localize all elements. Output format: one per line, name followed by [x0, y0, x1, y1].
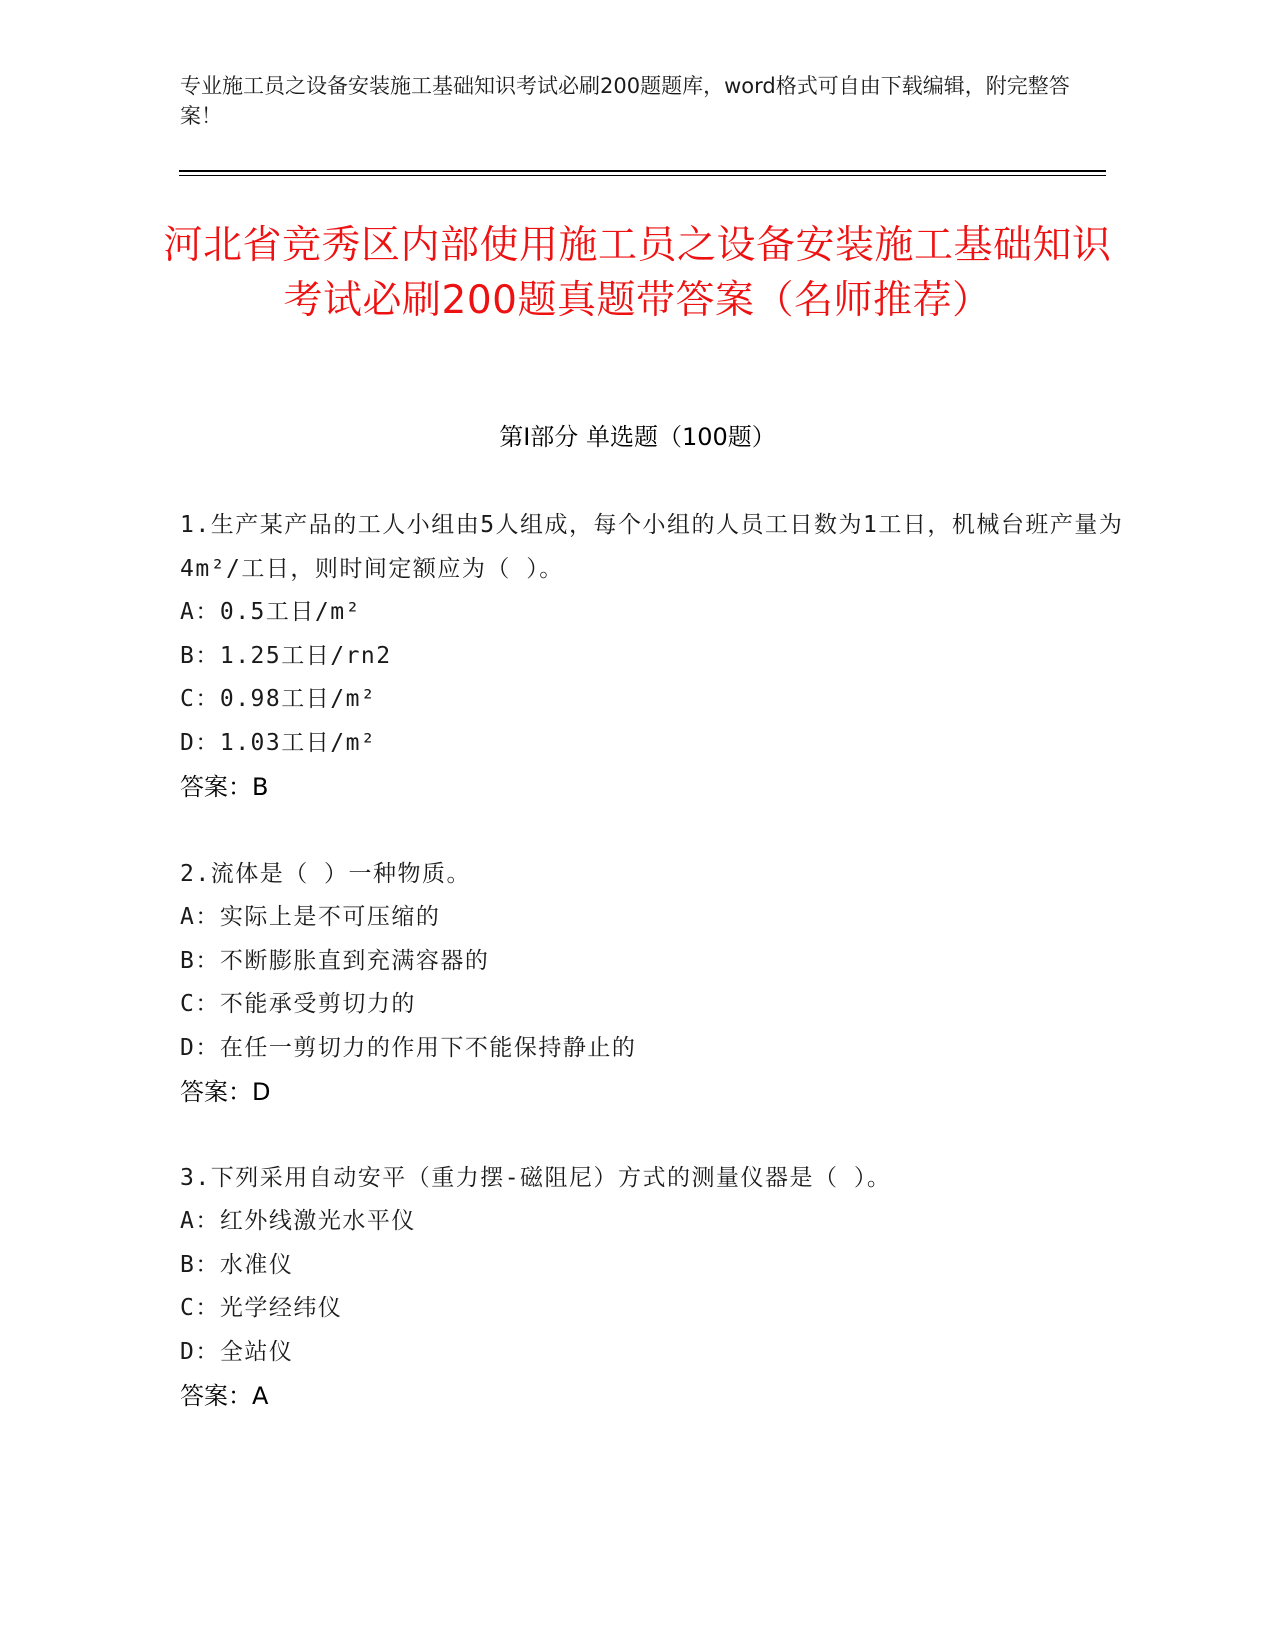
option-a: A：红外线激光水平仪 [180, 1208, 416, 1234]
option-b: B：不断膨胀直到充满容器的 [180, 947, 490, 974]
question-3 [180, 1156, 1130, 1418]
document-title: 河北省竞秀区内部使用施工员之设备安装施工基础知识考试必刷200题真题带答案（名师推荐） [163, 223, 1112, 323]
answer-line: 答案：B [180, 773, 269, 801]
option-d: D：1.03工日/m² [180, 729, 377, 756]
question-2 [180, 852, 1130, 1114]
section-heading: 第Ⅰ部分 单选题（100题） [499, 423, 776, 451]
answer-line: 答案：A [180, 1382, 269, 1410]
question-1 [180, 503, 1130, 809]
header-note: 专业施工员之设备安装施工基础知识考试必刷200题题库，word格式可自由下载编辑，附完整答案！ [180, 74, 1070, 128]
option-d: D：全站仪 [180, 1338, 294, 1365]
option-c: C：不能承受剪切力的 [180, 991, 416, 1017]
option-b: B：水准仪 [180, 1251, 294, 1278]
option-b: B：1.25工日/rn2 [180, 642, 392, 669]
option-a: A：实际上是不可压缩的 [180, 904, 441, 930]
option-c: C：光学经纬仪 [180, 1295, 343, 1321]
question-stem: 1.生产某产品的工人小组由5人组成，每个小组的人员工日数为1工日，机械台班产量为4m²/工日，则时间定额应为（ ）。 [180, 512, 1124, 582]
answer-line: 答案：D [180, 1078, 271, 1106]
header-rule-thick [179, 170, 1106, 172]
header-rule-thin [179, 175, 1106, 176]
option-c: C：0.98工日/m² [180, 686, 377, 712]
option-a: A：0.5工日/m² [180, 599, 361, 625]
option-d: D：在任一剪切力的作用下不能保持静止的 [180, 1034, 637, 1061]
question-stem: 2.流体是（ ）一种物质。 [180, 861, 472, 887]
question-stem: 3.下列采用自动安平（重力摆-磁阻尼）方式的测量仪器是（ ）。 [180, 1165, 892, 1191]
